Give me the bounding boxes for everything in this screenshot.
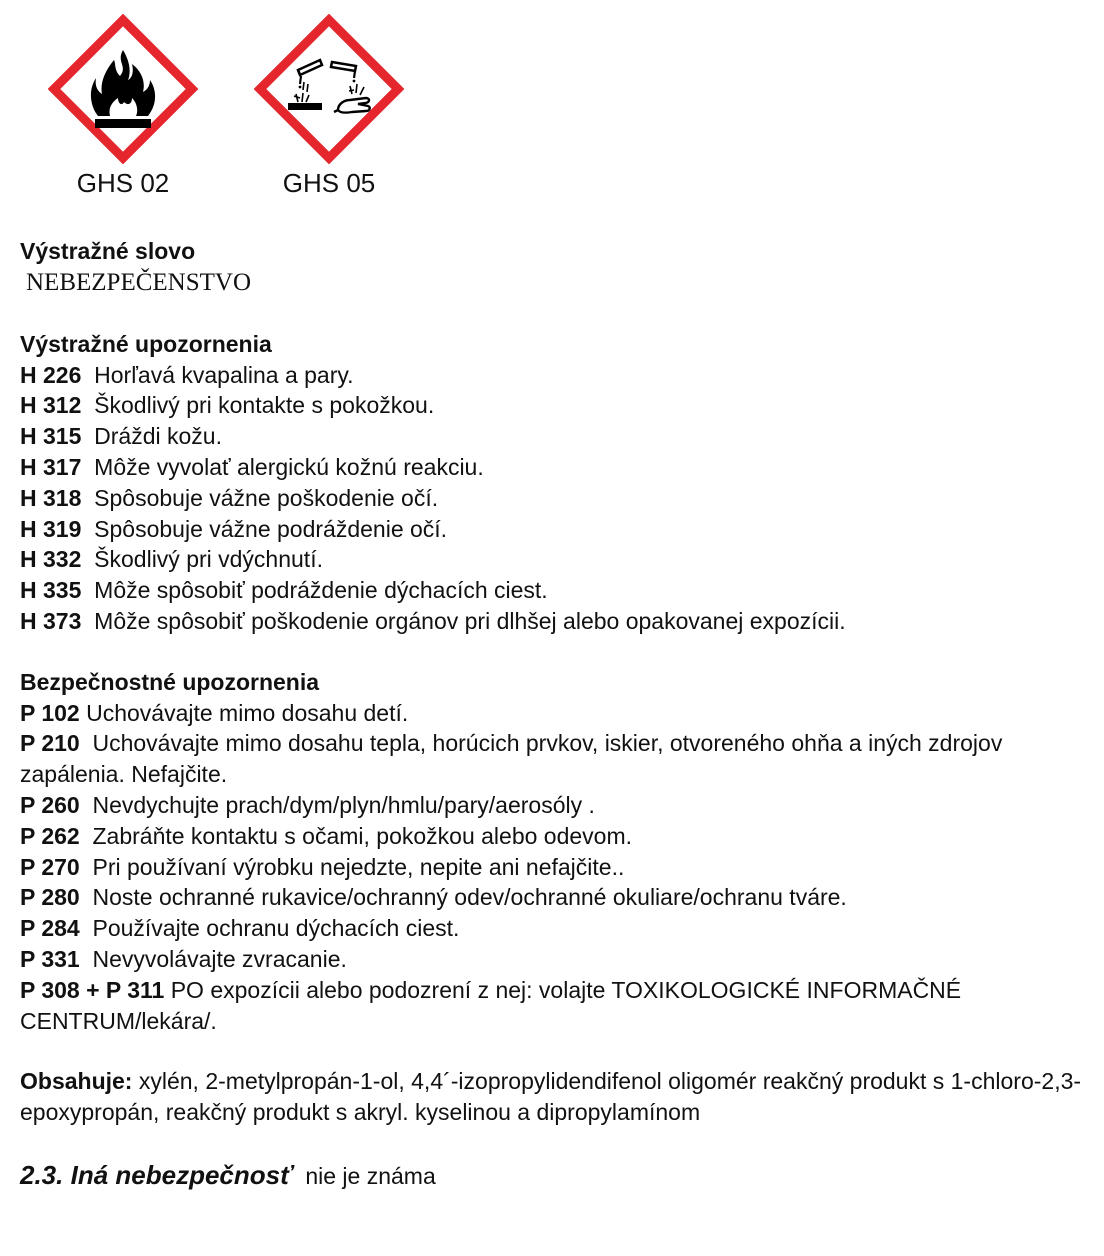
statement-text: Môže spôsobiť podráždenie dýchacích ciest. (94, 577, 548, 604)
list-item (20, 728, 1090, 790)
contains-text: xylén, 2-metylpropán-1-ol, 4,4´-izopropylidendifenol oligomér reakčný produkt s 1-chloro-2,3-epoxypropán, reakčný produkt s akryl. kyselinou a dipropylamínom (20, 1068, 1082, 1126)
precaution-list (20, 698, 1090, 1037)
list-item (20, 606, 1090, 637)
statement-code: H 312 (20, 392, 82, 419)
statement-text: Spôsobuje vážne podráždenie očí. (94, 515, 448, 542)
statement-code: P 270 (20, 853, 80, 880)
statement-code: H 332 (20, 546, 82, 573)
list-item (20, 975, 1090, 1037)
signal-word-value: NEBEZPEČENSTVO (26, 268, 251, 296)
list-item (20, 790, 1090, 821)
label-content (20, 236, 1090, 1192)
statement-code: H 318 (20, 484, 82, 511)
statement-code: P 260 (20, 791, 80, 818)
statement-text: Škodlivý pri kontakte s pokožkou. (94, 392, 435, 419)
list-item (20, 821, 1090, 852)
statement-text: Pri používaní výrobku nejedzte, nepite ani nefajčite.. (92, 853, 625, 880)
list-item (20, 514, 1090, 545)
statement-text: Zabráňte kontaktu s očami, pokožkou alebo odevom. (92, 822, 633, 849)
other-hazards-text: nie je známa (305, 1162, 436, 1189)
other-hazards (20, 1160, 1090, 1192)
list-item (20, 698, 1090, 729)
list-item (20, 390, 1090, 421)
statement-text: Nevyvolávajte zvracanie. (92, 945, 347, 972)
flame-icon (48, 14, 198, 164)
pictogram-code: GHS 05 (282, 168, 376, 198)
list-item (20, 913, 1090, 944)
list-item (20, 421, 1090, 452)
statement-text: Môže vyvolať alergickú kožnú reakciu. (94, 453, 484, 480)
statement-text: Používajte ochranu dýchacích ciest. (92, 915, 460, 942)
statement-text: Spôsobuje vážne poškodenie očí. (94, 484, 439, 511)
pictogram-area (0, 0, 1104, 210)
list-item (20, 544, 1090, 575)
list-item (20, 575, 1090, 606)
signal-word-title: Výstražné slovo (20, 238, 196, 264)
statement-code: P 331 (20, 945, 80, 972)
list-item (20, 882, 1090, 913)
statement-text: Škodlivý pri vdýchnutí. (94, 546, 323, 573)
pictogram-ghs05 (254, 14, 404, 198)
statement-code: H 319 (20, 515, 82, 542)
statement-text: PO expozícii alebo podozrení z nej: volajte TOXIKOLOGICKÉ INFORMAČNÉ CENTRUM/lekára/. (20, 976, 962, 1034)
statement-code: H 373 (20, 607, 82, 634)
contains-label: Obsahuje: (20, 1068, 133, 1095)
precautionary-statements-title: Bezpečnostné upozornenia (20, 668, 320, 695)
statement-code: P 262 (20, 822, 80, 849)
hazard-list (20, 360, 1090, 637)
statement-code: H 226 (20, 361, 82, 388)
statement-code: P 280 (20, 884, 80, 911)
statement-text: Uchovávajte mimo dosahu detí. (86, 699, 409, 726)
statement-code: P 210 (20, 730, 80, 757)
statement-text: Noste ochranné rukavice/ochranný odev/ochranné okuliare/ochranu tváre. (92, 884, 847, 911)
statement-code: P 308 + P 311 (20, 976, 165, 1003)
pictogram-ghs02 (48, 14, 198, 198)
statement-code: P 102 (20, 699, 80, 726)
list-item (20, 483, 1090, 514)
list-item (20, 452, 1090, 483)
list-item (20, 944, 1090, 975)
statement-text: Nevdychujte prach/dym/plyn/hmlu/pary/aerosóly . (92, 791, 595, 818)
statement-code: P 284 (20, 915, 80, 942)
statement-text: Uchovávajte mimo dosahu tepla, horúcich prvkov, iskier, otvoreného ohňa a iných zdrojov zapálenia. Nefajčite. (20, 730, 1003, 788)
statement-code: H 315 (20, 423, 82, 450)
list-item (20, 360, 1090, 391)
statement-text: Môže spôsobiť poškodenie orgánov pri dlhšej alebo opakovanej expozícii. (94, 607, 846, 634)
pictogram-code: GHS 02 (76, 168, 170, 198)
contains-paragraph (20, 1066, 1090, 1128)
statement-code: H 335 (20, 577, 82, 604)
list-item (20, 852, 1090, 883)
statement-text: Dráždi kožu. (94, 423, 222, 450)
statement-text: Horľavá kvapalina a pary. (94, 361, 354, 388)
other-hazards-title: 2.3. Iná nebezpečnosť (20, 1159, 293, 1190)
statement-code: H 317 (20, 453, 82, 480)
corrosion-icon (254, 14, 404, 164)
hazard-statements-title: Výstražné upozornenia (20, 330, 272, 357)
